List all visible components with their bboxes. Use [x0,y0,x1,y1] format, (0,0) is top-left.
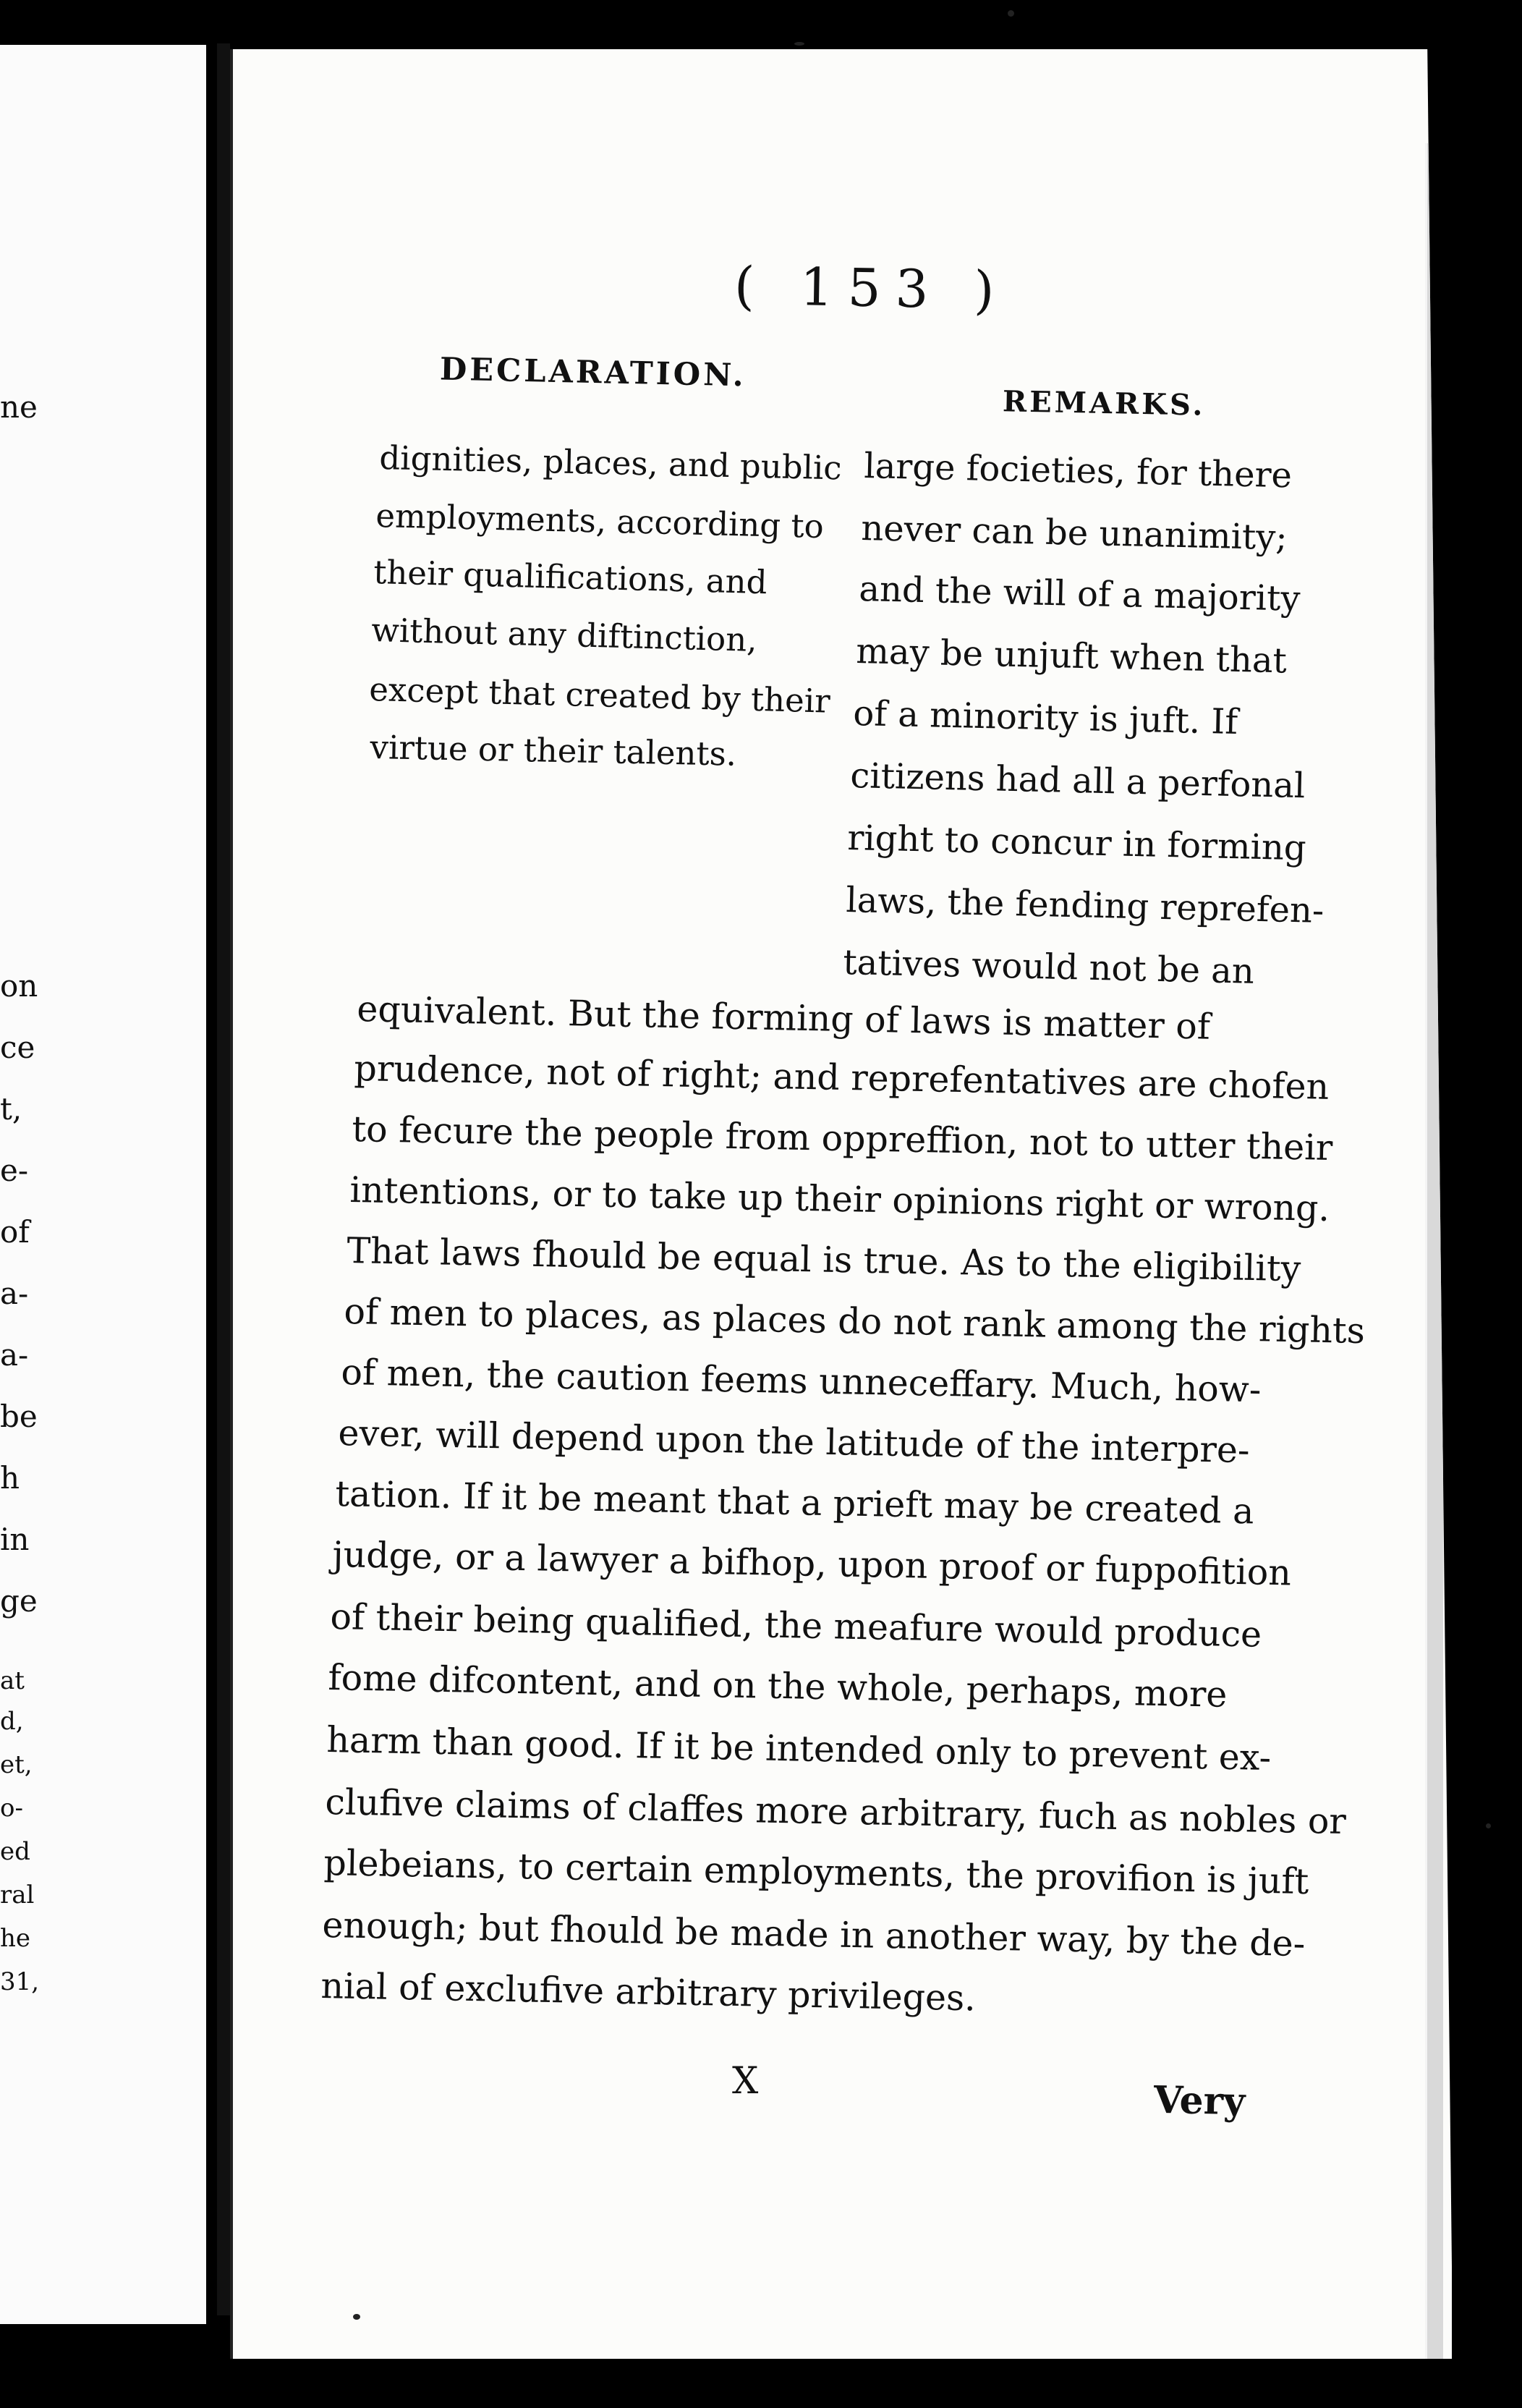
body-line: tation. If it be meant that a prieft may be created a [334,1473,1254,1532]
body-line: prudence, not of right; and reprefentatives are chofen [353,1048,1330,1108]
body-line: plebeians, to certain employments, the provifion is juft [323,1842,1309,1903]
body-line: judge, or a lawyer a bifhop, upon proof or fuppofition [331,1534,1292,1594]
remarks-line: tatives would not be an [842,942,1255,992]
left-margin-fragment: of [0,1214,30,1250]
left-margin-fragment: ral [0,1881,35,1909]
remarks-line: of a minority is juft. If [852,693,1238,743]
body-line: clufive claims of claffes more arbitrary, fuch as nobles or [324,1781,1347,1843]
left-margin-fragment: e- [0,1153,29,1188]
catchword: Very [1153,2077,1246,2124]
remarks-line: large focieties, for there [863,446,1293,496]
declaration-line: without any diftinction, [370,611,758,659]
body-line: of men to places, as places do not rank among the rights [343,1291,1366,1352]
body-line: of men, the caution feems unneceffary. Much, how- [340,1352,1262,1411]
declaration-line: dignities, places, and public [378,438,843,488]
scan-speck [353,2314,360,2320]
remarks-heading: REMARKS. [1002,384,1206,423]
body-line: intentions, or to take up their opinions right or wrong. [349,1169,1330,1229]
left-margin-fragment: ne [0,389,38,425]
remarks-line: never can be unanimity; [860,508,1288,559]
left-margin-fragment: a- [0,1337,29,1373]
left-margin-fragment: ce [0,1030,35,1065]
body-line: ever, will depend upon the latitude of the interpre- [337,1412,1251,1472]
left-margin-fragment: on [0,968,38,1004]
remarks-line: citizens had all a perfonal [849,755,1306,807]
scan-speck [1486,1823,1491,1828]
declaration-line: except that created by their [368,670,831,721]
left-margin-fragment: ed [0,1837,30,1866]
left-margin-fragment: ge [0,1583,38,1619]
body-line: equivalent. But the forming of laws is matter of [356,988,1211,1048]
body-line: enough; but fhould be made in another way, by the de- [321,1904,1306,1965]
left-margin-fragment: t, [0,1091,22,1127]
declaration-line: virtue or their talents. [370,728,737,773]
body-line: That laws fhould be equal is true. As to the eligibility [346,1230,1301,1290]
body-line: to fecure the people from oppreffion, not to utter their [351,1108,1333,1169]
left-margin-fragment: be [0,1399,38,1434]
remarks-line: laws, the fending reprefen- [845,880,1325,931]
left-margin-fragment: a- [0,1276,29,1311]
declaration-line: their qualifications, and [373,553,768,602]
body-line: of their being qualified, the meafure would produce [329,1596,1262,1656]
remarks-line: right to concur in forming [846,818,1307,869]
remarks-line: may be unjuft when that [855,631,1288,682]
left-margin-fragment: in [0,1522,30,1557]
body-line: nial of exclufive arbitrary privileges. [320,1965,977,2019]
scan-speck [794,42,804,46]
left-margin-fragment: at [0,1666,25,1695]
remarks-line: and the will of a majority [858,569,1301,619]
signature-mark: X [732,2060,759,2103]
left-margin-fragment: d, [0,1707,24,1736]
page-edge-shadow [1425,143,1443,2372]
left-page-fragment [0,45,206,2324]
declaration-heading: DECLARATION. [439,351,747,394]
left-margin-fragment: he [0,1924,31,1953]
left-margin-fragment: 31, [0,1967,40,1996]
left-margin-fragment: o- [0,1794,23,1823]
left-margin-fragment: h [0,1460,20,1496]
left-margin-fragment: et, [0,1750,33,1779]
page-number: ( 153 ) [734,255,1010,321]
body-line: harm than good. If it be intended only to prevent ex- [326,1719,1272,1779]
declaration-line: employments, according to [375,496,825,546]
book-gutter-shadow [217,43,230,2315]
body-line: fome difcontent, and on the whole, perhaps, more [327,1657,1228,1716]
scan-speck [1008,10,1014,17]
